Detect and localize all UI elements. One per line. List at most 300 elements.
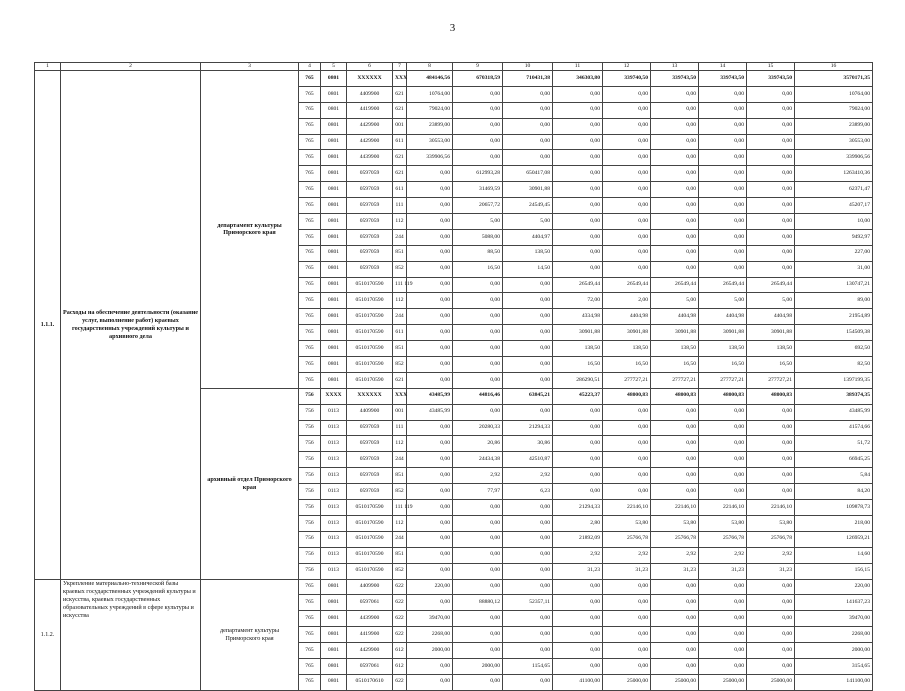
code-cell: 112	[393, 293, 407, 309]
amount-cell: 5,00	[651, 293, 699, 309]
code-cell: 611	[393, 182, 407, 198]
code-cell: 0597061	[347, 595, 393, 611]
amount-cell: 52357,11	[503, 595, 553, 611]
amount-cell: 89,00	[795, 293, 873, 309]
code-cell: 765	[299, 166, 321, 182]
amount-cell: 0,00	[603, 595, 651, 611]
amount-cell: 0,00	[747, 468, 795, 484]
amount-cell: 0,00	[453, 134, 503, 150]
amount-cell: 0,00	[699, 86, 747, 102]
amount-cell: 0,00	[603, 166, 651, 182]
code-cell: 244	[393, 531, 407, 547]
amount-cell: 5,00	[503, 214, 553, 230]
amount-cell: 30,86	[503, 436, 553, 452]
amount-cell: 0,00	[603, 579, 651, 595]
code-cell: 622	[393, 611, 407, 627]
amount-cell: 1263410,36	[795, 166, 873, 182]
amount-cell: 0,00	[699, 611, 747, 627]
amount-cell: 0,00	[603, 261, 651, 277]
amount-cell: 138,50	[553, 341, 603, 357]
amount-cell: 43485,99	[795, 404, 873, 420]
code-cell: 756	[299, 484, 321, 500]
amount-cell: 53,80	[603, 515, 651, 531]
code-cell: 0801	[321, 214, 347, 230]
code-cell: 0801	[321, 277, 347, 293]
amount-cell: 141100,00	[795, 674, 873, 690]
column-header: 5	[321, 63, 347, 71]
amount-cell: 2,80	[553, 515, 603, 531]
code-cell: 765	[299, 102, 321, 118]
amount-cell: 612993,28	[453, 166, 503, 182]
amount-cell: 31,23	[699, 563, 747, 579]
code-cell: 111	[393, 198, 407, 214]
amount-cell: 277727,21	[603, 372, 651, 388]
code-cell: 244	[393, 452, 407, 468]
amount-cell: 0,00	[603, 420, 651, 436]
code-cell: 4429900	[347, 118, 393, 134]
code-cell: 0510170590	[347, 547, 393, 563]
code-cell: 0597059	[347, 452, 393, 468]
code-cell: 244	[393, 309, 407, 325]
amount-cell: 0,00	[453, 325, 503, 341]
amount-cell: 0,00	[453, 500, 503, 516]
amount-cell: 0,00	[553, 214, 603, 230]
amount-cell: 0,00	[453, 357, 503, 373]
amount-cell: 0,00	[747, 420, 795, 436]
amount-cell: 0,00	[407, 357, 453, 373]
code-cell: 756	[299, 468, 321, 484]
amount-cell: 0,00	[651, 452, 699, 468]
code-cell: 0510170590	[347, 309, 393, 325]
amount-cell: 63845,21	[503, 388, 553, 404]
amount-cell: 2,92	[651, 547, 699, 563]
code-cell: 0801	[321, 150, 347, 166]
amount-cell: 0,00	[453, 341, 503, 357]
amount-cell: 0,00	[503, 372, 553, 388]
amount-cell: 88880,12	[453, 595, 503, 611]
amount-cell: 0,00	[747, 229, 795, 245]
amount-cell: 0,00	[407, 182, 453, 198]
amount-cell: 0,00	[553, 484, 603, 500]
code-cell: 0597059	[347, 198, 393, 214]
code-cell: XXXXXX	[347, 388, 393, 404]
amount-cell: 0,00	[747, 611, 795, 627]
amount-cell: 220,00	[795, 579, 873, 595]
amount-cell: 0,00	[651, 182, 699, 198]
amount-cell: 23899,00	[795, 118, 873, 134]
amount-cell: 16,50	[453, 261, 503, 277]
code-cell: 4419900	[347, 627, 393, 643]
amount-cell: 0,00	[553, 627, 603, 643]
code-cell: 765	[299, 579, 321, 595]
code-cell: 0801	[321, 357, 347, 373]
amount-cell: 0,00	[603, 229, 651, 245]
code-cell: 0801	[321, 372, 347, 388]
code-cell: 0510170590	[347, 372, 393, 388]
table-body	[35, 71, 873, 691]
amount-cell: 0,00	[553, 182, 603, 198]
code-cell: 0801	[321, 229, 347, 245]
amount-cell: 0,00	[747, 436, 795, 452]
code-cell: 765	[299, 643, 321, 659]
amount-cell: 48000,83	[699, 388, 747, 404]
amount-cell: 0,00	[453, 102, 503, 118]
amount-cell: 5,00	[747, 293, 795, 309]
amount-cell: 130747,21	[795, 277, 873, 293]
amount-cell: 22146,10	[651, 500, 699, 516]
amount-cell: 0,00	[699, 627, 747, 643]
amount-cell: 0,00	[453, 404, 503, 420]
code-cell: 765	[299, 118, 321, 134]
amount-cell: 82,50	[795, 357, 873, 373]
amount-cell: 0,00	[503, 611, 553, 627]
amount-cell: 0,00	[503, 86, 553, 102]
amount-cell: 0,00	[699, 214, 747, 230]
code-cell: 765	[299, 134, 321, 150]
code-cell: 001	[393, 118, 407, 134]
amount-cell: 0,00	[503, 515, 553, 531]
code-cell: 765	[299, 150, 321, 166]
amount-cell: 138,50	[503, 245, 553, 261]
amount-cell: 0,00	[503, 102, 553, 118]
amount-cell: 10764,00	[795, 86, 873, 102]
amount-cell: 41574,66	[795, 420, 873, 436]
amount-cell: 2,92	[699, 547, 747, 563]
amount-cell: 0,00	[453, 86, 503, 102]
code-cell: 756	[299, 420, 321, 436]
amount-cell: 1154,65	[503, 658, 553, 674]
amount-cell: 0,00	[747, 595, 795, 611]
amount-cell: 0,00	[503, 404, 553, 420]
code-cell: 112	[393, 436, 407, 452]
amount-cell: 0,00	[503, 643, 553, 659]
amount-cell: 26549,44	[603, 277, 651, 293]
column-header: 7	[393, 63, 407, 71]
page-number: 3	[449, 22, 456, 34]
amount-cell: 0,00	[603, 245, 651, 261]
amount-cell: 0,00	[747, 198, 795, 214]
code-cell: 756	[299, 452, 321, 468]
amount-cell: 0,00	[407, 484, 453, 500]
amount-cell: 43485,99	[407, 388, 453, 404]
amount-cell: 21892,09	[553, 531, 603, 547]
amount-cell: 0,00	[553, 420, 603, 436]
amount-cell: 339906,56	[407, 150, 453, 166]
amount-cell: 286290,51	[553, 372, 603, 388]
amount-cell: 0,00	[747, 643, 795, 659]
amount-cell: 5088,00	[453, 229, 503, 245]
amount-cell: 0,00	[747, 404, 795, 420]
amount-cell: 0,00	[699, 261, 747, 277]
amount-cell: 0,00	[699, 420, 747, 436]
amount-cell: 62371,47	[795, 182, 873, 198]
amount-cell: 0,00	[407, 293, 453, 309]
amount-cell: 25000,00	[651, 674, 699, 690]
amount-cell: 0,00	[651, 484, 699, 500]
amount-cell: 5,00	[453, 214, 503, 230]
amount-cell: 0,00	[553, 261, 603, 277]
amount-cell: 0,00	[747, 579, 795, 595]
amount-cell: 0,00	[453, 293, 503, 309]
amount-cell: 0,00	[407, 468, 453, 484]
amount-cell: 2268,00	[795, 627, 873, 643]
code-cell: 621	[393, 150, 407, 166]
amount-cell: 3570171,35	[795, 71, 873, 87]
section-index: 1.1.2.	[35, 579, 61, 690]
code-cell: 852	[393, 563, 407, 579]
amount-cell: 45223,37	[553, 388, 603, 404]
amount-cell: 0,00	[553, 118, 603, 134]
code-cell: 4419900	[347, 102, 393, 118]
amount-cell: 4404,97	[503, 229, 553, 245]
amount-cell: 42510,87	[503, 452, 553, 468]
code-cell: 0510170610	[347, 674, 393, 690]
code-cell: 0801	[321, 579, 347, 595]
amount-cell: 0,00	[603, 643, 651, 659]
code-cell: 621	[393, 166, 407, 182]
amount-cell: 2,92	[603, 547, 651, 563]
code-cell: 4409900	[347, 579, 393, 595]
code-cell: 0510170590	[347, 341, 393, 357]
code-cell: 0113	[321, 404, 347, 420]
amount-cell: 30901,88	[553, 325, 603, 341]
amount-cell: 0,00	[603, 118, 651, 134]
amount-cell: 138,50	[651, 341, 699, 357]
amount-cell: 24549,45	[503, 198, 553, 214]
amount-cell: 227,00	[795, 245, 873, 261]
amount-cell: 16,50	[603, 357, 651, 373]
amount-cell: 0,00	[699, 658, 747, 674]
amount-cell: 0,00	[407, 674, 453, 690]
code-cell: 0801	[321, 611, 347, 627]
amount-cell: 0,00	[407, 245, 453, 261]
amount-cell: 0,00	[407, 261, 453, 277]
code-cell: 852	[393, 357, 407, 373]
amount-cell: 14,60	[795, 547, 873, 563]
amount-cell: 2,92	[553, 547, 603, 563]
amount-cell: 0,00	[503, 325, 553, 341]
code-cell: 0801	[321, 674, 347, 690]
amount-cell: 25000,00	[747, 674, 795, 690]
amount-cell: 277727,21	[651, 372, 699, 388]
code-cell: 244	[393, 229, 407, 245]
code-cell: 0510170590	[347, 277, 393, 293]
code-cell: 0113	[321, 484, 347, 500]
amount-cell: 0,00	[603, 86, 651, 102]
amount-cell: 0,00	[553, 595, 603, 611]
code-cell: 0801	[321, 341, 347, 357]
code-cell: 611	[393, 134, 407, 150]
amount-cell: 0,00	[407, 531, 453, 547]
code-cell: 765	[299, 658, 321, 674]
amount-cell: 0,00	[651, 404, 699, 420]
code-cell: 112	[393, 515, 407, 531]
amount-cell: 30553,00	[407, 134, 453, 150]
code-cell: 0597059	[347, 468, 393, 484]
amount-cell: 31,23	[651, 563, 699, 579]
amount-cell: 0,00	[699, 404, 747, 420]
code-cell: 111 119	[393, 500, 407, 516]
amount-cell: 0,00	[453, 627, 503, 643]
code-cell: 756	[299, 388, 321, 404]
amount-cell: 0,00	[553, 134, 603, 150]
code-cell: 621	[393, 372, 407, 388]
code-cell: 0597061	[347, 658, 393, 674]
code-cell: 765	[299, 627, 321, 643]
code-cell: 621	[393, 86, 407, 102]
code-cell: 622	[393, 579, 407, 595]
code-cell: 0597059	[347, 261, 393, 277]
executor-name: архивный отдел Приморского края	[201, 388, 299, 579]
code-cell: 765	[299, 325, 321, 341]
amount-cell: 53,80	[699, 515, 747, 531]
amount-cell: 0,00	[651, 214, 699, 230]
amount-cell: 30901,88	[699, 325, 747, 341]
code-cell: XXX	[393, 388, 407, 404]
amount-cell: 138,50	[699, 341, 747, 357]
column-header: 15	[747, 63, 795, 71]
amount-cell: 9492,97	[795, 229, 873, 245]
amount-cell: 0,00	[453, 118, 503, 134]
amount-cell: 0,00	[651, 436, 699, 452]
amount-cell: 23899,00	[407, 118, 453, 134]
amount-cell: 4404,98	[603, 309, 651, 325]
amount-cell: 0,00	[651, 261, 699, 277]
code-cell: 0510170590	[347, 563, 393, 579]
amount-cell: 25000,00	[603, 674, 651, 690]
amount-cell: 26549,44	[699, 277, 747, 293]
amount-cell: 21954,89	[795, 309, 873, 325]
amount-cell: 79024,00	[795, 102, 873, 118]
amount-cell: 0,00	[503, 674, 553, 690]
code-cell: 612	[393, 658, 407, 674]
code-cell: 622	[393, 595, 407, 611]
amount-cell: 0,00	[747, 118, 795, 134]
code-cell: 0801	[321, 245, 347, 261]
amount-cell: 650417,08	[503, 166, 553, 182]
column-header: 2	[61, 63, 201, 71]
column-header: 14	[699, 63, 747, 71]
code-cell: 851	[393, 468, 407, 484]
amount-cell: 25766,78	[603, 531, 651, 547]
amount-cell: 2000,00	[795, 643, 873, 659]
amount-cell: 0,00	[651, 643, 699, 659]
amount-cell: 16,50	[651, 357, 699, 373]
amount-cell: 72,00	[553, 293, 603, 309]
code-cell: 756	[299, 404, 321, 420]
column-header: 6	[347, 63, 393, 71]
amount-cell: 44816,46	[453, 388, 503, 404]
code-cell: 0801	[321, 595, 347, 611]
amount-cell: 0,00	[603, 102, 651, 118]
code-cell: 765	[299, 86, 321, 102]
code-cell: 0113	[321, 420, 347, 436]
amount-cell: 0,00	[651, 579, 699, 595]
amount-cell: 0,00	[553, 468, 603, 484]
amount-cell: 277727,21	[699, 372, 747, 388]
amount-cell: 0,00	[651, 595, 699, 611]
amount-cell: 0,00	[503, 627, 553, 643]
amount-cell: 0,00	[603, 611, 651, 627]
code-cell: 0801	[321, 102, 347, 118]
code-cell: 0801	[321, 261, 347, 277]
table-row	[35, 579, 873, 595]
code-cell: 765	[299, 674, 321, 690]
amount-cell: 0,00	[651, 420, 699, 436]
amount-cell: 0,00	[651, 166, 699, 182]
amount-cell: 0,00	[651, 134, 699, 150]
code-cell: 0801	[321, 309, 347, 325]
amount-cell: 0,00	[407, 341, 453, 357]
code-cell: 0113	[321, 515, 347, 531]
amount-cell: 0,00	[407, 166, 453, 182]
amount-cell: 692,50	[795, 341, 873, 357]
amount-cell: 30901,88	[603, 325, 651, 341]
amount-cell: 0,00	[651, 198, 699, 214]
column-header: 13	[651, 63, 699, 71]
code-cell: 0597059	[347, 214, 393, 230]
code-cell: 851	[393, 547, 407, 563]
amount-cell: 5,00	[699, 293, 747, 309]
amount-cell: 0,00	[453, 611, 503, 627]
amount-cell: 0,00	[407, 436, 453, 452]
code-cell: 0801	[321, 182, 347, 198]
amount-cell: 346303,80	[553, 71, 603, 87]
amount-cell: 0,00	[503, 150, 553, 166]
amount-cell: 84,20	[795, 484, 873, 500]
amount-cell: 0,00	[407, 198, 453, 214]
code-cell: 852	[393, 261, 407, 277]
amount-cell: 31,23	[747, 563, 795, 579]
code-cell: 765	[299, 261, 321, 277]
amount-cell: 0,00	[651, 468, 699, 484]
amount-cell: 0,00	[503, 118, 553, 134]
amount-cell: 0,00	[553, 102, 603, 118]
amount-cell: 0,00	[407, 420, 453, 436]
amount-cell: 0,00	[699, 484, 747, 500]
amount-cell: 0,00	[699, 229, 747, 245]
amount-cell: 2,00	[603, 293, 651, 309]
amount-cell: 0,00	[651, 229, 699, 245]
code-cell: 765	[299, 214, 321, 230]
code-cell: XXX	[393, 71, 407, 87]
amount-cell: 43485,99	[407, 404, 453, 420]
amount-cell: 0,00	[747, 182, 795, 198]
amount-cell: 22146,10	[699, 500, 747, 516]
code-cell: XXXXXX	[347, 71, 393, 87]
amount-cell: 0,00	[603, 484, 651, 500]
code-cell: 0801	[321, 86, 347, 102]
amount-cell: 154509,38	[795, 325, 873, 341]
code-cell: 4409900	[347, 86, 393, 102]
amount-cell: 31,23	[553, 563, 603, 579]
amount-cell: 484146,56	[407, 71, 453, 87]
amount-cell: 0,00	[747, 134, 795, 150]
code-cell: 0597059	[347, 436, 393, 452]
amount-cell: 0,00	[603, 436, 651, 452]
amount-cell: 138,50	[603, 341, 651, 357]
code-cell: 756	[299, 531, 321, 547]
code-cell: 4439900	[347, 611, 393, 627]
amount-cell: 339743,50	[699, 71, 747, 87]
column-header: 10	[503, 63, 553, 71]
amount-cell: 0,00	[503, 531, 553, 547]
amount-cell: 0,00	[503, 134, 553, 150]
amount-cell: 2000,00	[453, 658, 503, 674]
code-cell: 0597059	[347, 420, 393, 436]
amount-cell: 0,00	[453, 547, 503, 563]
code-cell: 0597059	[347, 229, 393, 245]
